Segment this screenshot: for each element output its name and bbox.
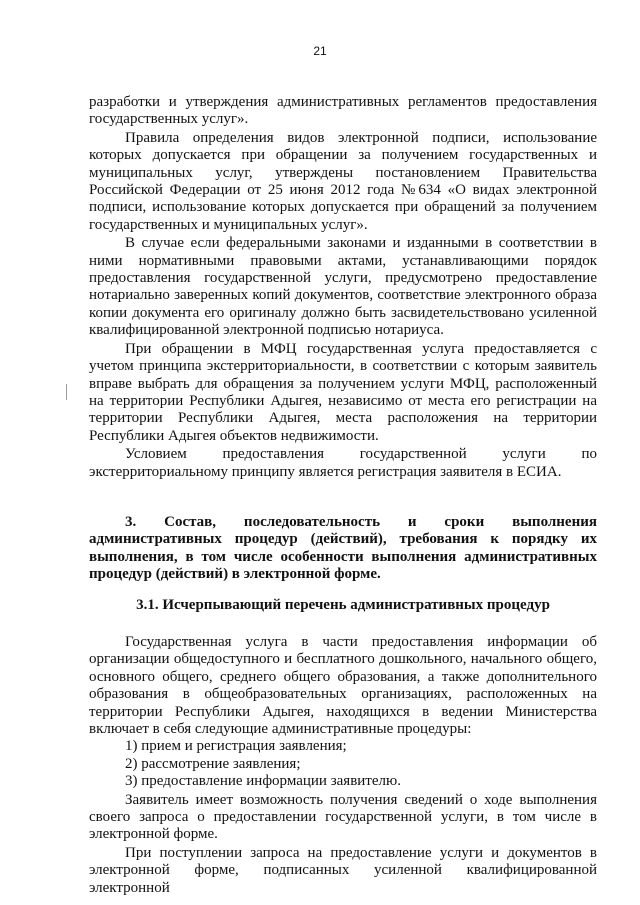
- paragraph-esia-condition: Условием предоставления государственной услуги по экстерриториальному принципу является регистрация заявителя в ЕСИА.: [89, 446, 597, 480]
- section-title: 3. Состав, последовательность и сроки выполнения административных процедур (действий), требования к порядку их выполнения, в том числе особенности выполнения административных процедур (действий) в электронной форме.: [89, 513, 597, 583]
- scan-artifact-mark: [66, 384, 67, 400]
- paragraph-notary-copies: В случае если федеральными законами и изданными в соответствии в ними нормативными правовыми актами, устанавливающими порядок предоставления государственной услуги, предусмотрено предоставление нотариально заверенных копий документов, соответствие электронного образа копии документа его оригиналу должно быть засвидетельствовано усиленной квалифицированной электронной подписью нотариуса.: [89, 235, 597, 339]
- paragraph-status-tracking: Заявитель имеет возможность получения сведений о ходе выполнения своего запроса о предоставлении государственной услуги, в том числе в электронной форме.: [89, 791, 597, 843]
- paragraph-procedures-intro: Государственная услуга в части предоставления информации об организации общедоступного и бесплатного дошкольного, начального общего, основного общего, среднего общего образования, а также дополнительного образования в общеобразовательных организациях, расположенных на территории Республики Адыгея, находящихся в ведении Министерства включает в себя следующие административные процедуры:: [89, 633, 597, 737]
- document-body: [89, 94, 597, 897]
- procedure-list-item: 2) рассмотрение заявления;: [125, 755, 301, 772]
- paragraph-continuation: разработки и утверждения административных регламентов предоставления государственных услуг».: [89, 94, 597, 128]
- subsection-title: 3.1. Исчерпывающий перечень административных процедур: [136, 596, 550, 613]
- procedure-list-item: 3) предоставление информации заявителю.: [125, 773, 401, 790]
- paragraph-signature-rules: Правила определения видов электронной подписи, использование которых допускается при обращении за получением государственных и муниципальных услуг, утверждены постановлением Правительства Российской Федерации от 25 июня 2012 года №634 «О видах электронной подписи, использование которых допускается при обращений за получением государственных и муниципальных услуг».: [89, 129, 597, 233]
- procedure-list-item: 1) прием и регистрация заявления;: [125, 738, 347, 755]
- paragraph-electronic-request: При поступлении запроса на предоставление услуги и документов в электронной форме, подписанных усиленной квалифицированной электронной: [89, 844, 597, 896]
- page-number: 21: [313, 44, 327, 58]
- paragraph-mfc-extraterritorial: При обращении в МФЦ государственная услуга предоставляется с учетом принципа экстерриториальности, в соответствии с которым заявитель вправе выбрать для обращения за получением услуги МФЦ, расположенный на территории Республики Адыгея, независимо от места его регистрации на территории Республики Адыгея, места расположения на территории Республики Адыгея объектов недвижимости.: [89, 340, 597, 444]
